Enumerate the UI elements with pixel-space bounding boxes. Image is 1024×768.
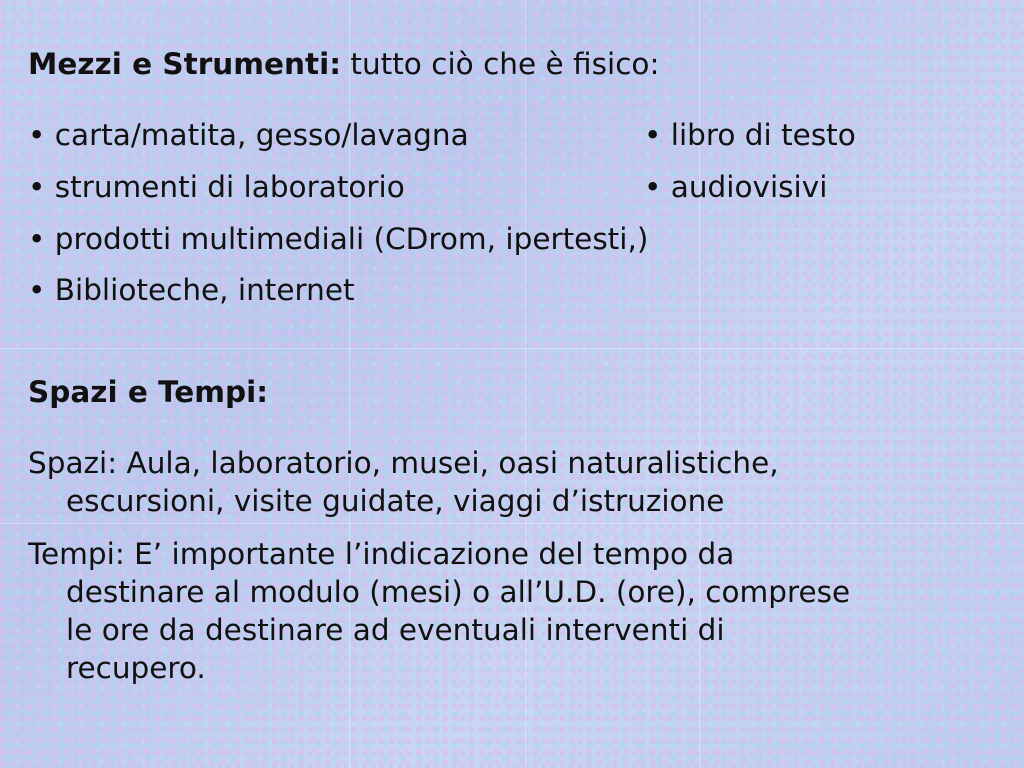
- bullet-item: • Biblioteche, internet: [28, 273, 355, 307]
- spazi-paragraph: [28, 444, 988, 520]
- heading-rest-text: tutto ciò che è fisico:: [341, 47, 660, 81]
- tempi-paragraph: [28, 535, 988, 687]
- bullet-item: • libro di testo: [644, 118, 856, 152]
- bullet-item: • audiovisivi: [644, 170, 828, 204]
- bullet-item: • carta/matita, gesso/lavagna: [28, 118, 469, 152]
- bullet-item: • prodotti multimediali (CDrom, ipertesti,): [28, 222, 649, 256]
- paragraph-line: destinare al modulo (mesi) o all’U.D. (ore), comprese: [66, 575, 851, 609]
- paragraph-line: Tempi: E’ importante l’indicazione del tempo da: [28, 537, 735, 571]
- paragraph-line: escursioni, visite guidate, viaggi d’istruzione: [66, 484, 725, 518]
- bullet-item: • strumenti di laboratorio: [28, 170, 405, 204]
- section-heading-spazi-tempi: Spazi e Tempi:: [28, 375, 269, 409]
- heading-bold-text: Mezzi e Strumenti:: [28, 47, 342, 81]
- paragraph-line: Spazi: Aula, laboratorio, musei, oasi naturalistiche,: [28, 446, 779, 480]
- paragraph-line: le ore da destinare ad eventuali interventi di: [66, 613, 725, 647]
- paragraph-line: recupero.: [66, 651, 206, 685]
- section-heading-mezzi: [28, 45, 659, 83]
